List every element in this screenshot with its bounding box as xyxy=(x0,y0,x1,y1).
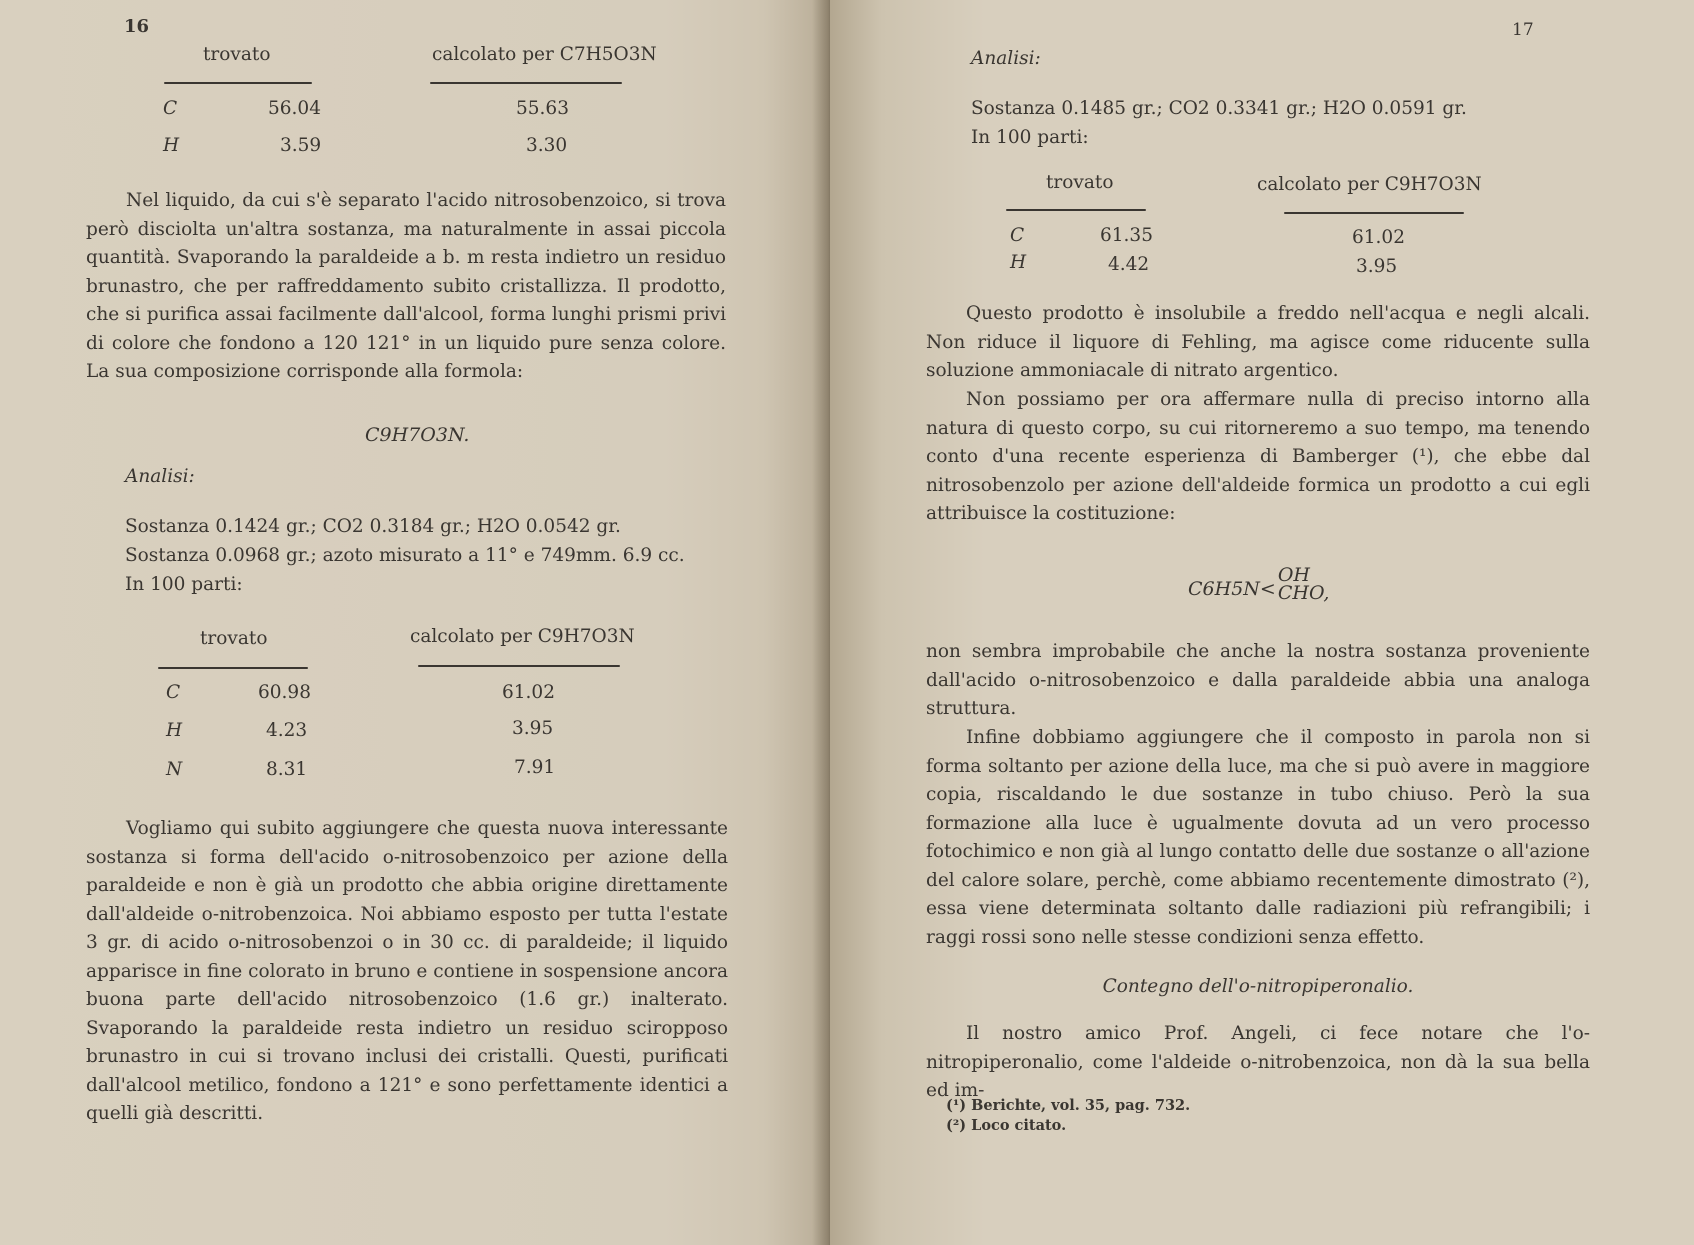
formula-bottom: CHO, xyxy=(1277,582,1330,604)
right-paragraph-4 xyxy=(926,724,1590,952)
table2-row2-calc: 3.95 xyxy=(512,718,554,739)
table3-row2-found: 4.42 xyxy=(1108,254,1150,275)
formula-c9h7o3n: C9H7O3N. xyxy=(365,424,470,446)
formula-angle: < xyxy=(1259,578,1276,600)
left-page xyxy=(0,0,830,1245)
table1-row1-found: 56.04 xyxy=(268,98,321,119)
section-title: Contegno dell'o-nitropiperonalio. xyxy=(1102,976,1414,997)
table3-brace-found xyxy=(1006,209,1146,211)
left-analisi-line-2: Sostanza 0.0968 gr.; azoto misurato a 11° e 749mm. 6.9 cc. xyxy=(125,545,685,566)
left-paragraph-1-text: Nel liquido, da cui s'è separato l'acido nitrosobenzoico, si trova però disciolta un'altra sostanza, ma naturalmente in assai piccola quantità. Svaporando la paraldeide a b. m resta indietro un residuo brunastro, che per raffreddamento subito cristallizza. Il prodotto, che si purifica assai facilmente dall'alcool, forma lunghi prismi privi di colore che fondono a 120 121° in un liquido pure senza colore. La sua composizione corrisponde alla formola: xyxy=(86,190,726,382)
table1-brace-found xyxy=(164,82,312,84)
table2-row3-calc: 7.91 xyxy=(514,757,556,778)
right-page xyxy=(830,0,1694,1245)
formula-branches xyxy=(1278,566,1330,602)
left-analisi-line-3: In 100 parti: xyxy=(125,574,243,595)
table2-row3-element: N xyxy=(166,759,183,780)
table2-header-found: trovato xyxy=(200,628,268,649)
left-analisi-block xyxy=(125,512,685,599)
table3-brace-calc xyxy=(1284,212,1464,214)
table2-brace-found xyxy=(158,667,308,669)
formula-main: C6H5N xyxy=(1188,578,1260,600)
left-analisi-label: Analisi: xyxy=(125,466,195,487)
table1-row1-element: C xyxy=(163,98,178,119)
left-analisi-line-1: Sostanza 0.1424 gr.; CO2 0.3184 gr.; H2O 0.0542 gr. xyxy=(125,516,621,537)
table1-brace-calc xyxy=(430,82,622,84)
right-analisi-line-1: Sostanza 0.1485 gr.; CO2 0.3341 gr.; H2O 0.0591 gr. xyxy=(971,98,1467,119)
page-number-right: 17 xyxy=(1512,20,1534,40)
table1-header-found: trovato xyxy=(203,44,271,65)
table3-row2-calc: 3.95 xyxy=(1356,256,1398,277)
page-number-left: 16 xyxy=(124,16,150,37)
right-paragraph-5 xyxy=(926,1020,1590,1106)
footnote-2: (²) Loco citato. xyxy=(946,1117,1067,1134)
footnote-1: (¹) Berichte, vol. 35, pag. 732. xyxy=(946,1097,1191,1114)
left-paragraph-2 xyxy=(86,815,728,1129)
right-paragraph-1-text: Questo prodotto è insolubile a freddo nell'acqua e negli alcali. Non riduce il liquore di Fehling, ma agisce come riducente sulla soluzione ammoniacale di nitrato argentico. xyxy=(926,303,1590,381)
footnotes xyxy=(946,1096,1190,1136)
table3-header-calc: calcolato per C9H7O3N xyxy=(1257,174,1482,195)
table2-row1-element: C xyxy=(166,682,181,703)
table3-header-found: trovato xyxy=(1046,172,1114,193)
right-paragraph-4-text: Infine dobbiamo aggiungere che il composto in parola non si forma soltanto per azione della luce, ma che si può avere in maggiore copia, riscaldando le due sostanze in tubo chiuso. Però la sua formazione alla luce è ugualmente dovuta ad un vero processo fotochimico e non già al lungo contatto delle due sostanze o all'azione del calore solare, perchè, come abbiamo recentemente dimostrato (²), essa viene determinata soltanto dalle radiazioni più refrangibili; i raggi rossi sono nelle stesse condizioni senza effetto. xyxy=(926,727,1590,948)
table2-row1-calc: 61.02 xyxy=(502,682,555,703)
table1-row2-found: 3.59 xyxy=(280,135,322,156)
right-analisi-block xyxy=(971,94,1467,152)
table2-header-calc: calcolato per C9H7O3N xyxy=(410,626,635,647)
table3-row1-calc: 61.02 xyxy=(1352,227,1405,248)
right-paragraph-2 xyxy=(926,386,1590,529)
table1-header-calc: calcolato per C7H5O3N xyxy=(432,44,657,65)
table2-brace-calc xyxy=(418,665,620,667)
left-paragraph-2-text: Vogliamo qui subito aggiungere che questa nuova interessante sostanza si forma dell'acido o-nitrosobenzoico per azione della paraldeide e non è già un prodotto che abbia origine direttamente dall'aldeide o-nitrobenzoica. Noi abbiamo esposto per tutta l'estate 3 gr. di acido o-nitrosobenzoi o in 30 cc. di paraldeide; il liquido apparisce in fine colorato in bruno e contiene in sospensione ancora buona parte dell'acido nitrosobenzoico (1.6 gr.) inalterato. Svaporando la paraldeide resta indietro un residuo sciropposo brunastro in cui si trovano inclusi dei cristalli. Questi, purificati dall'alcool metilico, fondono a 121° e sono perfettamente identici a quelli già descritti. xyxy=(86,818,728,1124)
table2-row2-found: 4.23 xyxy=(266,720,308,741)
right-paragraph-1 xyxy=(926,300,1590,386)
table2-row2-element: H xyxy=(166,720,183,741)
right-paragraph-3-text: non sembra improbabile che anche la nostra sostanza proveniente dall'acido o-nitrosobenzoico e dalla paraldeide abbia una analoga struttura. xyxy=(926,641,1590,719)
table1-row1-calc: 55.63 xyxy=(516,98,569,119)
table3-row1-found: 61.35 xyxy=(1100,225,1153,246)
right-paragraph-5-text: Il nostro amico Prof. Angeli, ci fece notare che l'o-nitropiperonalio, come l'aldeide o-nitrobenzoica, non dà la sua bella ed im- xyxy=(926,1023,1590,1101)
formula-bamberger xyxy=(1188,566,1329,602)
table2-row1-found: 60.98 xyxy=(258,682,311,703)
formula-top: OH xyxy=(1277,564,1310,586)
right-analisi-line-2: In 100 parti: xyxy=(971,127,1089,148)
right-paragraph-3 xyxy=(926,638,1590,724)
table1-row2-calc: 3.30 xyxy=(526,135,568,156)
table2-row3-found: 8.31 xyxy=(266,759,308,780)
right-paragraph-2-text: Non possiamo per ora affermare nulla di preciso intorno alla natura di questo corpo, su cui ritorneremo a suo tempo, ma tenendo conto d'una recente esperienza di Bamberger (¹), che ebbe dal nitrosobenzolo per azione dell'aldeide formica un prodotto a cui egli attribuisce la costituzione: xyxy=(926,389,1590,524)
table3-row2-element: H xyxy=(1010,252,1027,273)
left-paragraph-1 xyxy=(86,187,726,387)
table1-row2-element: H xyxy=(163,135,180,156)
right-analisi-label: Analisi: xyxy=(971,48,1041,69)
table3-row1-element: C xyxy=(1010,225,1025,246)
